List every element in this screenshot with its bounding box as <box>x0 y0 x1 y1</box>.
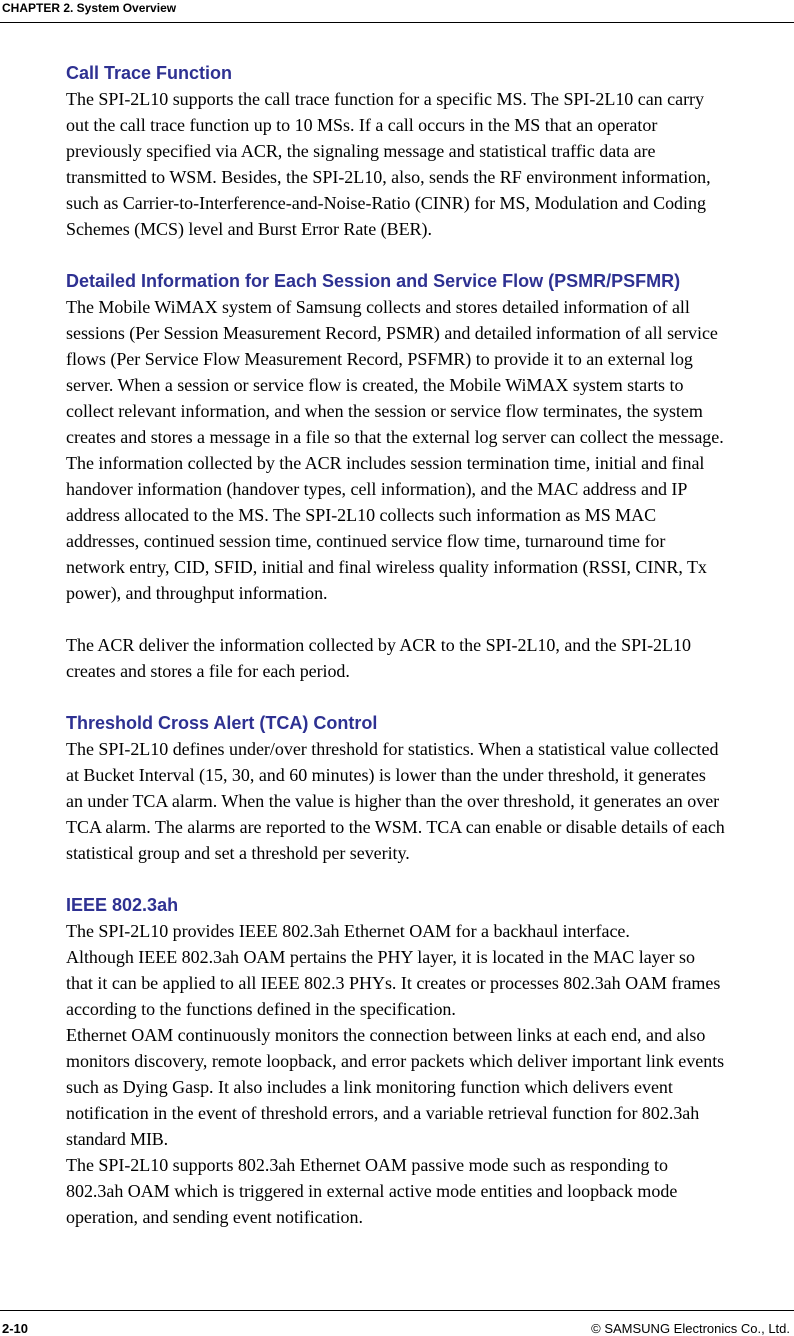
paragraph-spacer <box>66 606 794 632</box>
body-paragraph <box>66 86 794 242</box>
text-line: standard MIB. <box>66 1129 168 1149</box>
text-line: The SPI-2L10 defines under/over threshold for statistics. When a statistical value collected <box>66 739 719 759</box>
text-line: The SPI-2L10 supports the call trace function for a specific MS. The SPI-2L10 can carry <box>66 89 704 109</box>
section-spacer <box>66 684 794 710</box>
text-line: sessions (Per Session Measurement Record, PSMR) and detailed information of all service <box>66 323 718 343</box>
body-paragraph <box>66 294 794 606</box>
text-line: addresses, continued session time, continued service flow time, turnaround time for <box>66 531 666 551</box>
text-line: creates and stores a file for each period. <box>66 661 350 681</box>
text-line: Although IEEE 802.3ah OAM pertains the PHY layer, it is located in the MAC layer so <box>66 947 696 967</box>
section-title: IEEE 802.3ah <box>66 895 179 915</box>
text-line: creates and stores a message in a file so that the external log server can collect the message. <box>66 427 724 447</box>
text-line: Schemes (MCS) level and Burst Error Rate (BER). <box>66 219 432 239</box>
text-line: statistical group and set a threshold per severity. <box>66 843 410 863</box>
text-line: at Bucket Interval (15, 30, and 60 minutes) is lower than the under threshold, it generates <box>66 765 706 785</box>
body-paragraph <box>66 736 794 866</box>
page-header <box>0 0 794 23</box>
text-line: such as Dying Gasp. It also includes a link monitoring function which delivers event <box>66 1077 673 1097</box>
section <box>66 710 794 866</box>
text-line: such as Carrier-to-Interference-and-Noise-Ratio (CINR) for MS, Modulation and Coding <box>66 193 706 213</box>
section-title: Call Trace Function <box>66 63 233 83</box>
text-line: handover information (handover types, cell information), and the MAC address and IP <box>66 479 688 499</box>
text-line: operation, and sending event notification. <box>66 1207 363 1227</box>
body-paragraph <box>66 632 794 684</box>
copyright-notice: © SAMSUNG Electronics Co., Ltd. <box>591 1321 790 1336</box>
section-title: Threshold Cross Alert (TCA) Control <box>66 713 378 733</box>
body-paragraph <box>66 918 794 1230</box>
text-line: The SPI-2L10 supports 802.3ah Ethernet OAM passive mode such as responding to <box>66 1155 668 1175</box>
page-footer <box>0 1310 794 1336</box>
text-line: The SPI-2L10 provides IEEE 802.3ah Ethernet OAM for a backhaul interface. <box>66 921 630 941</box>
text-line: previously specified via ACR, the signaling message and statistical traffic data are <box>66 141 656 161</box>
text-line: address allocated to the MS. The SPI-2L10 collects such information as MS MAC <box>66 505 657 525</box>
text-line: transmitted to WSM. Besides, the SPI-2L10, also, sends the RF environment information, <box>66 167 711 187</box>
page-content <box>66 60 794 1230</box>
text-line: that it can be applied to all IEEE 802.3 PHYs. It creates or processes 802.3ah OAM frames <box>66 973 721 993</box>
text-line: network entry, CID, SFID, initial and final wireless quality information (RSSI, CINR, Tx <box>66 557 707 577</box>
text-line: flows (Per Service Flow Measurement Record, PSFMR) to provide it to an external log <box>66 349 693 369</box>
page-number: 2-10 <box>2 1321 29 1336</box>
section <box>66 60 794 242</box>
section-title: Detailed Information for Each Session and Service Flow (PSMR/PSFMR) <box>66 271 681 291</box>
text-line: Ethernet OAM continuously monitors the connection between links at each end, and also <box>66 1025 706 1045</box>
text-line: an under TCA alarm. When the value is higher than the over threshold, it generates an over <box>66 791 720 811</box>
text-line: monitors discovery, remote loopback, and error packets which deliver important link events <box>66 1051 725 1071</box>
text-line: according to the functions defined in the specification. <box>66 999 456 1019</box>
text-line: The Mobile WiMAX system of Samsung collects and stores detailed information of all <box>66 297 690 317</box>
text-line: notification in the event of threshold errors, and a variable retrieval function for 802.3ah <box>66 1103 700 1123</box>
text-line: out the call trace function up to 10 MSs. If a call occurs in the MS that an operator <box>66 115 658 135</box>
chapter-title: CHAPTER 2. System Overview <box>2 1 177 15</box>
text-line: The information collected by the ACR includes session termination time, initial and final <box>66 453 705 473</box>
section-spacer <box>66 866 794 892</box>
section <box>66 268 794 684</box>
text-line: The ACR deliver the information collected by ACR to the SPI-2L10, and the SPI-2L10 <box>66 635 691 655</box>
section <box>66 892 794 1230</box>
section-spacer <box>66 242 794 268</box>
text-line: collect relevant information, and when the session or service flow terminates, the system <box>66 401 703 421</box>
text-line: 802.3ah OAM which is triggered in external active mode entities and loopback mode <box>66 1181 678 1201</box>
text-line: power), and throughput information. <box>66 583 328 603</box>
text-line: server. When a session or service flow is created, the Mobile WiMAX system starts to <box>66 375 684 395</box>
text-line: TCA alarm. The alarms are reported to the WSM. TCA can enable or disable details of each <box>66 817 725 837</box>
